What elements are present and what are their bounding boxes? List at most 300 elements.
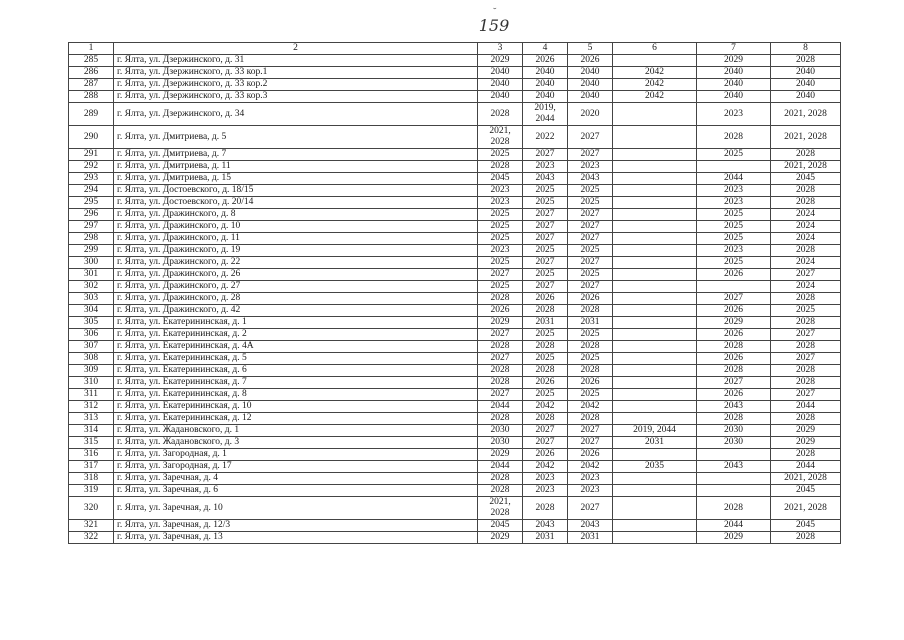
row-number-cell: 314 [69, 425, 114, 437]
year-cell-c5: 2025 [568, 245, 613, 257]
year-cell-c5: 2025 [568, 389, 613, 401]
address-cell: г. Ялта, ул. Дражинского, д. 28 [114, 293, 478, 305]
address-cell: г. Ялта, ул. Екатерининская, д. 12 [114, 413, 478, 425]
year-cell-c6 [613, 233, 697, 245]
year-cell-c5: 2026 [568, 293, 613, 305]
year-cell-c7: 2023 [697, 245, 771, 257]
address-cell: г. Ялта, ул. Екатерининская, д. 1 [114, 317, 478, 329]
year-cell-c5: 2028 [568, 341, 613, 353]
column-header: 5 [568, 43, 613, 55]
year-cell-c5: 2026 [568, 449, 613, 461]
year-cell-c8: 2028 [771, 449, 841, 461]
year-cell-c6 [613, 365, 697, 377]
address-cell: г. Ялта, ул. Загородная, д. 1 [114, 449, 478, 461]
table-row [69, 221, 841, 233]
address-cell: г. Ялта, ул. Дмитриева, д. 11 [114, 161, 478, 173]
table-row [69, 329, 841, 341]
table-row [69, 532, 841, 544]
year-cell-c8: 2040 [771, 67, 841, 79]
address-cell: г. Ялта, ул. Дражинского, д. 19 [114, 245, 478, 257]
year-cell-c6 [613, 257, 697, 269]
year-cell-c5: 2028 [568, 305, 613, 317]
row-number-cell: 297 [69, 221, 114, 233]
year-cell-c6 [613, 485, 697, 497]
page-number-text: 159 [478, 16, 510, 35]
year-cell-c6 [613, 473, 697, 485]
year-cell-c8: 2021, 2028 [771, 473, 841, 485]
header-row [69, 43, 841, 55]
year-cell-c8: 2045 [771, 173, 841, 185]
table-row [69, 245, 841, 257]
year-cell-c5: 2027 [568, 281, 613, 293]
address-cell: г. Ялта, ул. Дзержинского, д. 31 [114, 55, 478, 67]
year-cell-c7 [697, 473, 771, 485]
year-cell-c8: 2029 [771, 425, 841, 437]
year-cell-c3: 2025 [478, 257, 523, 269]
year-cell-c5: 2027 [568, 497, 613, 520]
year-cell-c3: 2028 [478, 473, 523, 485]
table-row [69, 126, 841, 149]
year-cell-c8: 2028 [771, 293, 841, 305]
year-cell-c3: 2040 [478, 79, 523, 91]
row-number-cell: 317 [69, 461, 114, 473]
year-cell-c7: 2029 [697, 532, 771, 544]
year-cell-c6 [613, 329, 697, 341]
year-cell-c3: 2044 [478, 401, 523, 413]
year-cell-c5: 2025 [568, 185, 613, 197]
year-cell-c5: 2025 [568, 269, 613, 281]
year-cell-c4: 2028 [523, 497, 568, 520]
table-row [69, 197, 841, 209]
year-cell-c8: 2028 [771, 317, 841, 329]
year-cell-c7: 2043 [697, 401, 771, 413]
address-cell: г. Ялта, ул. Екатерининская, д. 6 [114, 365, 478, 377]
year-cell-c6 [613, 401, 697, 413]
year-cell-c5: 2027 [568, 221, 613, 233]
year-cell-c5: 2043 [568, 173, 613, 185]
year-cell-c5: 2023 [568, 485, 613, 497]
year-cell-c3: 2028 [478, 377, 523, 389]
row-number-cell: 301 [69, 269, 114, 281]
row-number-cell: 318 [69, 473, 114, 485]
year-cell-c3: 2029 [478, 55, 523, 67]
year-cell-c7: 2025 [697, 209, 771, 221]
year-cell-c3: 2027 [478, 269, 523, 281]
year-cell-c3: 2025 [478, 281, 523, 293]
address-cell: г. Ялта, ул. Екатерининская, д. 8 [114, 389, 478, 401]
row-number-cell: 308 [69, 353, 114, 365]
row-number-cell: 292 [69, 161, 114, 173]
row-number-cell: 315 [69, 437, 114, 449]
year-cell-c6 [613, 353, 697, 365]
address-cell: г. Ялта, ул. Екатерининская, д. 7 [114, 377, 478, 389]
year-cell-c8: 2028 [771, 377, 841, 389]
year-cell-c3: 2029 [478, 449, 523, 461]
year-cell-c6 [613, 532, 697, 544]
row-number-cell: 285 [69, 55, 114, 67]
year-cell-c6 [613, 245, 697, 257]
address-cell: г. Ялта, ул. Дражинского, д. 27 [114, 281, 478, 293]
year-cell-c4: 2026 [523, 377, 568, 389]
year-cell-c8: 2044 [771, 401, 841, 413]
year-cell-c8: 2028 [771, 245, 841, 257]
year-cell-c7: 2027 [697, 293, 771, 305]
year-cell-c5: 2028 [568, 365, 613, 377]
year-cell-c3: 2045 [478, 520, 523, 532]
buildings-table [68, 42, 841, 544]
year-cell-c4: 2019, 2044 [523, 103, 568, 126]
table-row [69, 377, 841, 389]
year-cell-c5: 2027 [568, 233, 613, 245]
year-cell-c5: 2031 [568, 532, 613, 544]
address-cell: г. Ялта, ул. Заречная, д. 4 [114, 473, 478, 485]
year-cell-c6: 2035 [613, 461, 697, 473]
year-cell-c7: 2029 [697, 55, 771, 67]
year-cell-c7: 2023 [697, 103, 771, 126]
year-cell-c5: 2042 [568, 461, 613, 473]
address-cell: г. Ялта, ул. Жадановского, д. 3 [114, 437, 478, 449]
address-cell: г. Ялта, ул. Дмитриева, д. 5 [114, 126, 478, 149]
year-cell-c8: 2025 [771, 305, 841, 317]
year-cell-c3: 2028 [478, 413, 523, 425]
year-cell-c3: 2028 [478, 365, 523, 377]
table-row [69, 449, 841, 461]
row-number-cell: 289 [69, 103, 114, 126]
table-row [69, 79, 841, 91]
year-cell-c3: 2025 [478, 221, 523, 233]
row-number-cell: 306 [69, 329, 114, 341]
year-cell-c8: 2024 [771, 233, 841, 245]
year-cell-c8: 2027 [771, 389, 841, 401]
column-header: 4 [523, 43, 568, 55]
year-cell-c4: 2027 [523, 209, 568, 221]
year-cell-c8: 2028 [771, 365, 841, 377]
year-cell-c8: 2024 [771, 221, 841, 233]
year-cell-c6 [613, 341, 697, 353]
table-row [69, 293, 841, 305]
year-cell-c5: 2026 [568, 377, 613, 389]
year-cell-c7: 2026 [697, 353, 771, 365]
year-cell-c5: 2023 [568, 161, 613, 173]
address-cell: г. Ялта, ул. Заречная, д. 6 [114, 485, 478, 497]
row-number-cell: 305 [69, 317, 114, 329]
year-cell-c4: 2027 [523, 149, 568, 161]
year-cell-c7: 2028 [697, 413, 771, 425]
year-cell-c8: 2021, 2028 [771, 497, 841, 520]
year-cell-c6 [613, 126, 697, 149]
address-cell: г. Ялта, ул. Дмитриева, д. 15 [114, 173, 478, 185]
table-row [69, 209, 841, 221]
year-cell-c4: 2025 [523, 245, 568, 257]
year-cell-c7 [697, 281, 771, 293]
row-number-cell: 304 [69, 305, 114, 317]
address-cell: г. Ялта, ул. Достоевского, д. 18/15 [114, 185, 478, 197]
table-row [69, 437, 841, 449]
year-cell-c7: 2028 [697, 341, 771, 353]
year-cell-c7: 2028 [697, 497, 771, 520]
address-cell: г. Ялта, ул. Екатерининская, д. 2 [114, 329, 478, 341]
year-cell-c4: 2031 [523, 317, 568, 329]
year-cell-c6 [613, 209, 697, 221]
year-cell-c8: 2027 [771, 269, 841, 281]
year-cell-c3: 2040 [478, 67, 523, 79]
address-cell: г. Ялта, ул. Загородная, д. 17 [114, 461, 478, 473]
year-cell-c8: 2021, 2028 [771, 126, 841, 149]
year-cell-c4: 2043 [523, 173, 568, 185]
year-cell-c3: 2028 [478, 341, 523, 353]
year-cell-c6: 2042 [613, 91, 697, 103]
address-cell: г. Ялта, ул. Дражинского, д. 22 [114, 257, 478, 269]
year-cell-c3: 2028 [478, 485, 523, 497]
year-cell-c5: 2042 [568, 401, 613, 413]
year-cell-c8: 2027 [771, 353, 841, 365]
year-cell-c7: 2025 [697, 233, 771, 245]
year-cell-c4: 2027 [523, 281, 568, 293]
year-cell-c3: 2029 [478, 317, 523, 329]
row-number-cell: 307 [69, 341, 114, 353]
year-cell-c3: 2027 [478, 353, 523, 365]
table-row [69, 473, 841, 485]
address-cell: г. Ялта, ул. Екатерининская, д. 4А [114, 341, 478, 353]
year-cell-c5: 2031 [568, 317, 613, 329]
year-cell-c4: 2028 [523, 365, 568, 377]
row-number-cell: 313 [69, 413, 114, 425]
year-cell-c4: 2023 [523, 161, 568, 173]
year-cell-c6 [613, 161, 697, 173]
year-cell-c6: 2042 [613, 79, 697, 91]
year-cell-c5: 2020 [568, 103, 613, 126]
row-number-cell: 322 [69, 532, 114, 544]
year-cell-c6 [613, 197, 697, 209]
year-cell-c3: 2028 [478, 103, 523, 126]
address-cell: г. Ялта, ул. Заречная, д. 13 [114, 532, 478, 544]
year-cell-c6 [613, 293, 697, 305]
address-cell: г. Ялта, ул. Заречная, д. 10 [114, 497, 478, 520]
table-row [69, 257, 841, 269]
row-number-cell: 300 [69, 257, 114, 269]
year-cell-c3: 2028 [478, 161, 523, 173]
address-cell: г. Ялта, ул. Дзержинского, д. 33 кор.3 [114, 91, 478, 103]
year-cell-c6 [613, 413, 697, 425]
year-cell-c3: 2021, 2028 [478, 126, 523, 149]
table-row [69, 103, 841, 126]
year-cell-c7: 2044 [697, 173, 771, 185]
year-cell-c4: 2025 [523, 353, 568, 365]
table-row [69, 281, 841, 293]
year-cell-c4: 2026 [523, 449, 568, 461]
year-cell-c4: 2027 [523, 257, 568, 269]
year-cell-c4: 2028 [523, 305, 568, 317]
year-cell-c4: 2040 [523, 91, 568, 103]
year-cell-c8: 2028 [771, 149, 841, 161]
address-cell: г. Ялта, ул. Дражинского, д. 42 [114, 305, 478, 317]
year-cell-c6 [613, 520, 697, 532]
page-mark-icon: ˘ [491, 8, 497, 18]
table-row [69, 317, 841, 329]
address-cell: г. Ялта, ул. Дзержинского, д. 33 кор.1 [114, 67, 478, 79]
year-cell-c4: 2023 [523, 485, 568, 497]
table-row [69, 161, 841, 173]
year-cell-c6 [613, 269, 697, 281]
address-cell: г. Ялта, ул. Дражинского, д. 8 [114, 209, 478, 221]
year-cell-c4: 2022 [523, 126, 568, 149]
year-cell-c5: 2027 [568, 209, 613, 221]
year-cell-c6 [613, 449, 697, 461]
year-cell-c4: 2027 [523, 425, 568, 437]
year-cell-c5: 2025 [568, 329, 613, 341]
year-cell-c8: 2040 [771, 91, 841, 103]
address-cell: г. Ялта, ул. Жадановского, д. 1 [114, 425, 478, 437]
year-cell-c7: 2025 [697, 221, 771, 233]
row-number-cell: 286 [69, 67, 114, 79]
address-cell: г. Ялта, ул. Дзержинского, д. 34 [114, 103, 478, 126]
year-cell-c8: 2028 [771, 413, 841, 425]
row-number-cell: 303 [69, 293, 114, 305]
year-cell-c6 [613, 221, 697, 233]
year-cell-c7: 2040 [697, 67, 771, 79]
year-cell-c3: 2030 [478, 425, 523, 437]
year-cell-c7: 2040 [697, 91, 771, 103]
row-number-cell: 298 [69, 233, 114, 245]
year-cell-c7: 2027 [697, 377, 771, 389]
row-number-cell: 288 [69, 91, 114, 103]
table-row [69, 389, 841, 401]
year-cell-c7 [697, 485, 771, 497]
year-cell-c5: 2027 [568, 437, 613, 449]
row-number-cell: 310 [69, 377, 114, 389]
year-cell-c4: 2023 [523, 473, 568, 485]
address-cell: г. Ялта, ул. Дмитриева, д. 7 [114, 149, 478, 161]
table-row [69, 305, 841, 317]
column-header: 1 [69, 43, 114, 55]
year-cell-c5: 2026 [568, 55, 613, 67]
year-cell-c7: 2026 [697, 305, 771, 317]
year-cell-c7 [697, 449, 771, 461]
year-cell-c6 [613, 389, 697, 401]
table-row [69, 425, 841, 437]
year-cell-c7: 2025 [697, 149, 771, 161]
year-cell-c4: 2025 [523, 389, 568, 401]
year-cell-c3: 2027 [478, 389, 523, 401]
year-cell-c7: 2028 [697, 365, 771, 377]
year-cell-c4: 2027 [523, 221, 568, 233]
table-row [69, 353, 841, 365]
year-cell-c8: 2027 [771, 329, 841, 341]
year-cell-c3: 2044 [478, 461, 523, 473]
year-cell-c3: 2026 [478, 305, 523, 317]
address-cell: г. Ялта, ул. Дражинского, д. 26 [114, 269, 478, 281]
year-cell-c4: 2025 [523, 185, 568, 197]
year-cell-c3: 2025 [478, 233, 523, 245]
year-cell-c4: 2026 [523, 55, 568, 67]
year-cell-c3: 2023 [478, 245, 523, 257]
year-cell-c5: 2023 [568, 473, 613, 485]
year-cell-c6: 2019, 2044 [613, 425, 697, 437]
table-row [69, 497, 841, 520]
year-cell-c8: 2021, 2028 [771, 161, 841, 173]
year-cell-c5: 2040 [568, 67, 613, 79]
year-cell-c4: 2042 [523, 461, 568, 473]
row-number-cell: 287 [69, 79, 114, 91]
address-cell: г. Ялта, ул. Екатерининская, д. 10 [114, 401, 478, 413]
year-cell-c7: 2026 [697, 269, 771, 281]
row-number-cell: 291 [69, 149, 114, 161]
column-header: 6 [613, 43, 697, 55]
table-row [69, 173, 841, 185]
address-cell: г. Ялта, ул. Достоевского, д. 20/14 [114, 197, 478, 209]
address-cell: г. Ялта, ул. Дражинского, д. 10 [114, 221, 478, 233]
year-cell-c6 [613, 317, 697, 329]
year-cell-c4: 2031 [523, 532, 568, 544]
year-cell-c4: 2040 [523, 79, 568, 91]
year-cell-c3: 2027 [478, 329, 523, 341]
year-cell-c8: 2028 [771, 55, 841, 67]
row-number-cell: 316 [69, 449, 114, 461]
year-cell-c3: 2023 [478, 185, 523, 197]
row-number-cell: 295 [69, 197, 114, 209]
year-cell-c7: 2026 [697, 389, 771, 401]
table-row [69, 520, 841, 532]
year-cell-c4: 2027 [523, 233, 568, 245]
year-cell-c4: 2028 [523, 341, 568, 353]
year-cell-c5: 2027 [568, 149, 613, 161]
address-cell: г. Ялта, ул. Заречная, д. 12/3 [114, 520, 478, 532]
year-cell-c8: 2028 [771, 197, 841, 209]
year-cell-c7: 2030 [697, 437, 771, 449]
row-number-cell: 293 [69, 173, 114, 185]
year-cell-c3: 2025 [478, 209, 523, 221]
year-cell-c7: 2023 [697, 197, 771, 209]
column-header: 8 [771, 43, 841, 55]
year-cell-c6 [613, 55, 697, 67]
table-row [69, 341, 841, 353]
year-cell-c6: 2042 [613, 67, 697, 79]
table-row [69, 461, 841, 473]
table-row [69, 365, 841, 377]
year-cell-c5: 2043 [568, 520, 613, 532]
year-cell-c4: 2025 [523, 269, 568, 281]
year-cell-c4: 2028 [523, 413, 568, 425]
year-cell-c3: 2030 [478, 437, 523, 449]
year-cell-c7: 2026 [697, 329, 771, 341]
row-number-cell: 312 [69, 401, 114, 413]
table-row [69, 233, 841, 245]
year-cell-c7: 2025 [697, 257, 771, 269]
year-cell-c8: 2028 [771, 532, 841, 544]
year-cell-c6 [613, 103, 697, 126]
year-cell-c7: 2040 [697, 79, 771, 91]
address-cell: г. Ялта, ул. Дражинского, д. 11 [114, 233, 478, 245]
year-cell-c4: 2027 [523, 437, 568, 449]
table-row [69, 91, 841, 103]
year-cell-c6 [613, 281, 697, 293]
row-number-cell: 294 [69, 185, 114, 197]
table-row [69, 67, 841, 79]
year-cell-c7: 2030 [697, 425, 771, 437]
row-number-cell: 296 [69, 209, 114, 221]
table-row [69, 401, 841, 413]
column-header: 2 [114, 43, 478, 55]
year-cell-c8: 2024 [771, 257, 841, 269]
year-cell-c6 [613, 185, 697, 197]
year-cell-c7: 2028 [697, 126, 771, 149]
year-cell-c7: 2044 [697, 520, 771, 532]
year-cell-c4: 2026 [523, 293, 568, 305]
year-cell-c3: 2023 [478, 197, 523, 209]
year-cell-c3: 2045 [478, 173, 523, 185]
year-cell-c6 [613, 377, 697, 389]
row-number-cell: 321 [69, 520, 114, 532]
